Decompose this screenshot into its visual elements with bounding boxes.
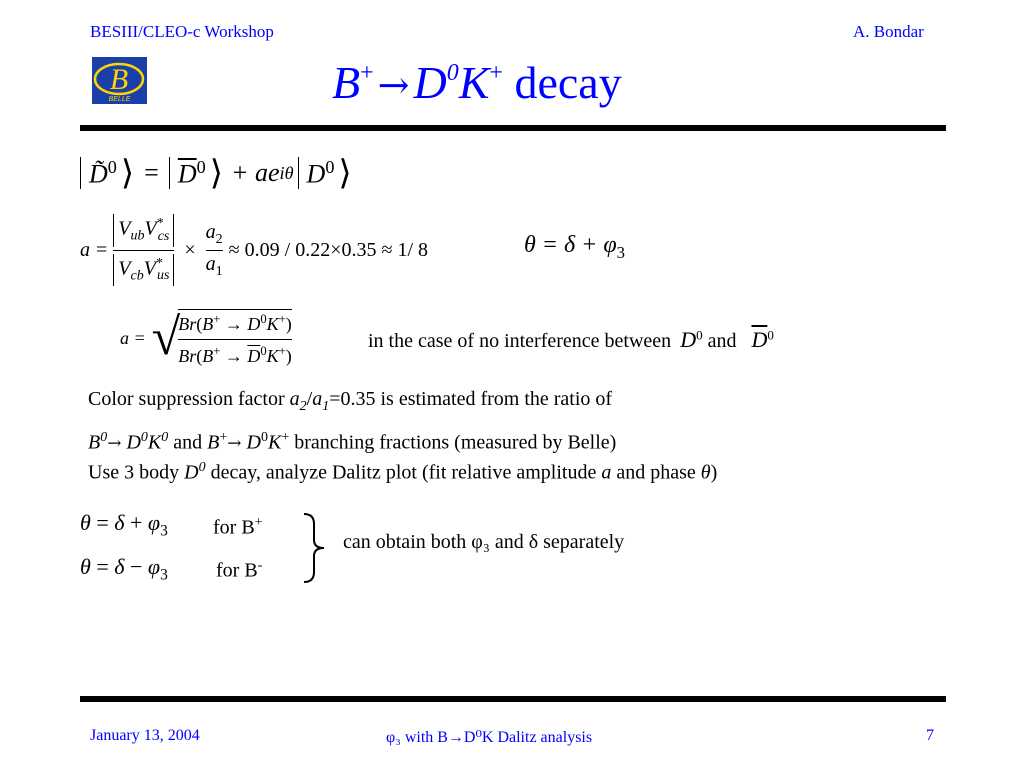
right-brace xyxy=(300,512,330,584)
case-b-plus-label: for B+ xyxy=(213,515,263,539)
case-b-minus: $\theta = \delta - \varphi_3$ xyxy=(80,554,168,584)
title-zero: 0 xyxy=(446,60,459,86)
case-b-minus-label: for B- xyxy=(216,558,263,582)
title-b: B xyxy=(332,57,361,108)
svg-text:B: B xyxy=(109,63,129,96)
footer-title: φ₃ with B→D⁰K Dalitz analysis xyxy=(386,729,593,746)
eq3-sub: 3 xyxy=(616,242,626,262)
color-suppression-paragraph xyxy=(88,384,616,460)
para1-line2: $B^0\to D^0K^0$ and $B^+\to D^0K^+$ branching fractions (measured by Belle) xyxy=(88,430,617,454)
title-arrow: → xyxy=(377,63,410,107)
belle-logo-text: BELLE xyxy=(108,96,131,103)
equation-branching-ratio: a = √ $\frac{Br(B^+ \to D^0K^+)}{Br(B^+ \to \overline{D}^0K^+)}$ xyxy=(120,309,292,366)
page-number: 7 xyxy=(926,727,934,744)
equation-theta-sum xyxy=(524,232,625,263)
header-left: BESIII/CLEO-c Workshop xyxy=(90,22,274,41)
eq1-ae: + ae xyxy=(230,158,280,187)
title-plus2: + xyxy=(489,60,503,86)
eq3-text: θ = δ + φ xyxy=(524,232,617,258)
eq4-prefix: a = xyxy=(120,327,146,348)
title-plus1: + xyxy=(360,60,374,86)
conclusion-text: can obtain both φ₃ and δ separately xyxy=(343,531,625,553)
title-d: D xyxy=(413,57,447,108)
title-word: decay xyxy=(514,57,622,108)
header-right: A. Bondar xyxy=(853,22,924,41)
case-b-plus: $\theta = \delta + \varphi_3$ xyxy=(80,510,168,540)
para1-line1: Color suppression factor $a_2/a_1=0.35$ is estimated from the ratio of xyxy=(88,388,613,414)
title-k: K xyxy=(458,57,490,108)
page-title xyxy=(332,56,622,109)
eq1-exp: iθ xyxy=(279,162,294,183)
no-interference-note: in the case of no interference between $D^0$ and $\overline{D}^0$ xyxy=(368,327,774,352)
no-interference-text: in the case of no interference between xyxy=(368,330,672,352)
no-interference-and: and xyxy=(707,330,737,352)
top-rule xyxy=(80,125,946,131)
footer-date: January 13, 2004 xyxy=(90,727,200,744)
dalitz-paragraph: Use 3 body $D^0$ decay, analyze Dalitz plot (fit relative amplitude a and phase θ) xyxy=(88,460,718,484)
equation-amplitude-ratio: a = $\frac{V_{ub}V^*_{cs}}{V_{cb}V^*_{us}}$ × $\frac{a_2}{a_1}$ ≈ 0.09 / 0.22×0.35 ≈ 1/ 8 xyxy=(80,206,428,294)
equation-mixed-state: D̃$^0$ ⟩ = $\overline{D}^0$ ⟩ + ae iθ $D^0$ ⟩ xyxy=(80,148,352,198)
belle-logo xyxy=(92,57,147,104)
eq2-approx: ≈ 0.09 / 0.22×0.35 ≈ 1/ 8 xyxy=(228,238,429,261)
bottom-rule xyxy=(80,696,946,702)
